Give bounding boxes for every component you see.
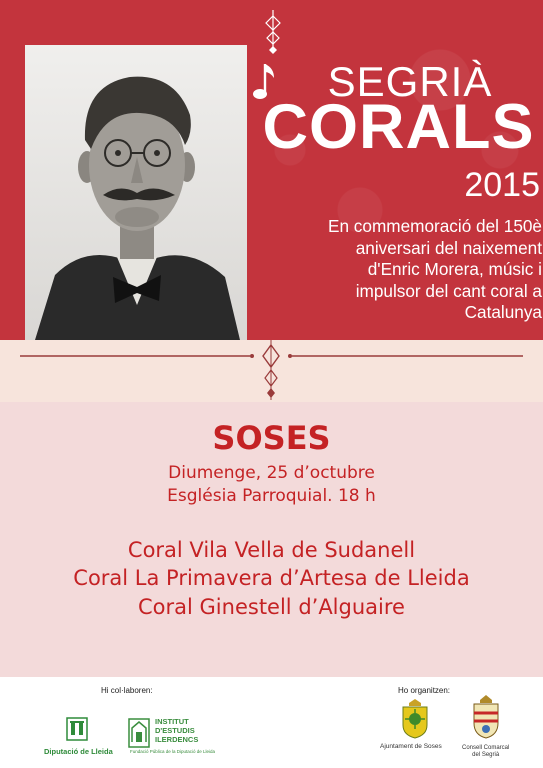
- event-date: Diumenge, 25 d’octubre: [168, 463, 375, 483]
- diputacio-lleida-logo-icon: [66, 717, 88, 743]
- footer: [0, 677, 543, 768]
- title-line-1: SEGRIÀ: [327, 58, 493, 105]
- ornamental-divider-icon: [0, 340, 543, 402]
- soses-coat-of-arms-icon: [400, 699, 430, 739]
- choir-item: Coral Ginestell d’Alguaire: [138, 595, 405, 619]
- subtitle-line: impulsor del cant coral a: [355, 280, 542, 301]
- choir-item: Coral Vila Vella de Sudanell: [127, 538, 416, 562]
- event-town: SOSES: [212, 419, 331, 457]
- segria-council-name-line: Consell Comarcal: [462, 745, 510, 751]
- collaborators-label: Hi col·laboren:: [101, 686, 153, 695]
- iei-logo-icon: [128, 718, 150, 748]
- iei-name-line: D'ESTUDIS: [155, 726, 195, 735]
- segria-coat-of-arms-icon: [472, 695, 500, 739]
- iei-name: [155, 717, 198, 744]
- subtitle-line: aniversari del naixement: [355, 237, 542, 258]
- iei-name-line: ILERDENCS: [155, 735, 199, 744]
- title-line-2: CORALS: [262, 92, 535, 162]
- diputacio-lleida-name: Diputació de Lleida: [44, 747, 113, 756]
- subtitle-line: d'Enric Morera, músic i: [367, 259, 542, 280]
- subtitle-line: En commemoració del 150è: [328, 216, 542, 236]
- subtitle-line: Catalunya: [464, 302, 542, 323]
- choir-item: Coral La Primavera d’Artesa de Lleida: [73, 566, 470, 590]
- segria-council-name: [462, 745, 509, 759]
- segria-council-name-line: del Segrià: [472, 752, 500, 758]
- top-ornament-icon: [258, 10, 288, 54]
- commemoration-text: [256, 216, 542, 324]
- title-year: 2015: [464, 166, 540, 204]
- iei-tagline: Fundació Pública de la Diputació de Lleida: [130, 749, 216, 754]
- portrait-photo: [25, 45, 247, 340]
- organizers-label: Ho organitzen:: [398, 686, 451, 695]
- iei-name-line: INSTITUT: [155, 717, 189, 726]
- soses-council-name: Ajuntament de Soses: [380, 743, 442, 750]
- event-place: Església Parroquial. 18 h: [167, 486, 376, 506]
